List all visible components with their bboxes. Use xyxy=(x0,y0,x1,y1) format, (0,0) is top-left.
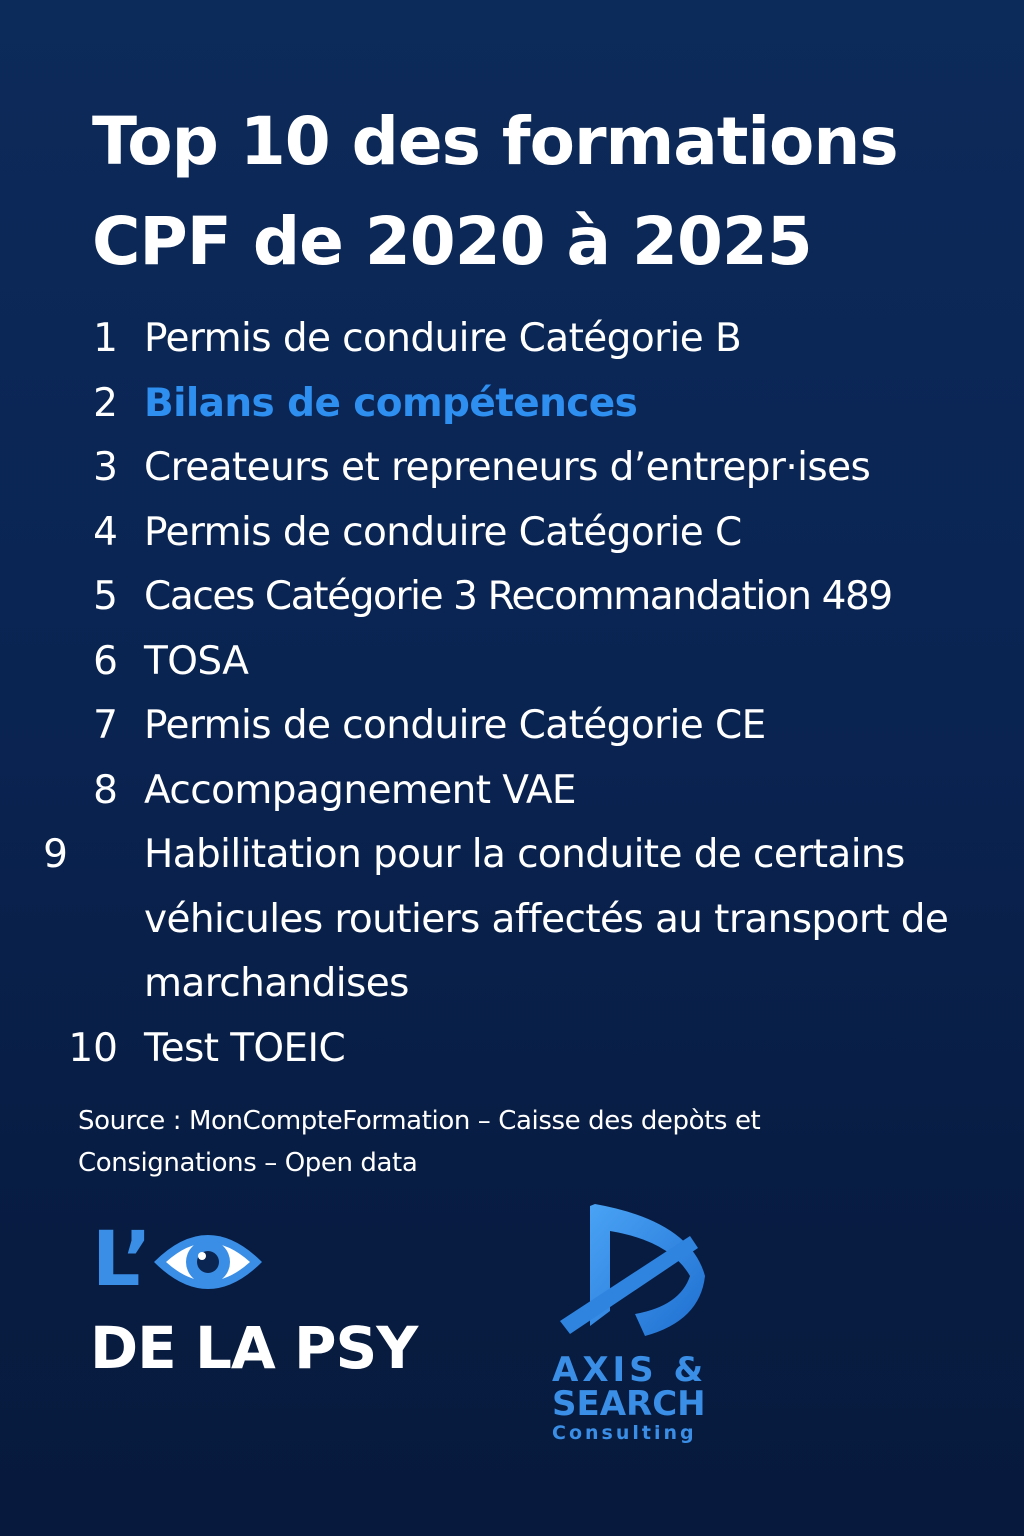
item-label: Caces Catégorie 3 Recommandation 489 xyxy=(144,574,892,619)
item-label: Permis de conduire Catégorie CE xyxy=(144,703,766,748)
logo-prefix: L’ xyxy=(92,1214,152,1303)
source-line-1: Source : MonCompteFormation – Caisse des depòts et xyxy=(78,1106,761,1136)
logo-line-2: SEARCH xyxy=(552,1384,706,1424)
logo-line-3: Consulting xyxy=(552,1422,697,1444)
item-rank: 3 xyxy=(93,445,118,490)
list-item xyxy=(0,436,1024,501)
list-item xyxy=(0,630,1024,695)
list-item xyxy=(0,823,974,1017)
logo-name: DE LA PSY xyxy=(90,1314,418,1382)
list-item xyxy=(0,565,1024,630)
item-rank: 4 xyxy=(93,509,118,555)
item-rank: 5 xyxy=(93,574,118,619)
item-label: TOSA xyxy=(144,638,249,684)
item-label: Accompagnement VAE xyxy=(144,767,576,813)
title-line-2: CPF de 2020 à 2025 xyxy=(92,203,812,280)
item-label: Createurs et repreneurs d’entrepr·ises xyxy=(144,445,871,490)
eye-icon xyxy=(150,1222,266,1302)
list-item xyxy=(0,1017,1024,1082)
source-note xyxy=(78,1100,938,1184)
item-label: Test TOEIC xyxy=(144,1025,346,1071)
item-label: Permis de conduire Catégorie C xyxy=(144,509,742,555)
source-line-2: Consignations – Open data xyxy=(78,1148,418,1178)
title-line-1: Top 10 des formations xyxy=(92,103,898,180)
item-rank: 1 xyxy=(93,316,118,361)
item-label: Habilitation pour la conduite de certains véhicules routiers affectés au transport de marchandises xyxy=(144,832,949,1006)
item-rank: 9 xyxy=(43,832,68,877)
list-item xyxy=(0,501,1024,566)
ranking-list xyxy=(0,307,1024,1081)
axis-search-logo xyxy=(540,1196,720,1456)
page-title xyxy=(92,92,992,292)
oeil-de-la-psy-logo xyxy=(90,1214,450,1392)
axis-mark-icon xyxy=(540,1196,720,1356)
item-rank: 8 xyxy=(93,767,118,813)
list-item xyxy=(0,759,1024,824)
item-label: Permis de conduire Catégorie B xyxy=(144,316,742,361)
item-rank: 2 xyxy=(93,380,118,426)
item-rank: 10 xyxy=(68,1025,118,1071)
logo-line-1: AXIS & xyxy=(552,1350,708,1390)
list-item-highlighted xyxy=(0,372,1024,437)
item-label: Bilans de compétences xyxy=(144,380,638,426)
item-rank: 6 xyxy=(93,638,118,684)
list-item xyxy=(0,307,1024,372)
list-item xyxy=(0,694,1024,759)
item-rank: 7 xyxy=(93,703,118,748)
